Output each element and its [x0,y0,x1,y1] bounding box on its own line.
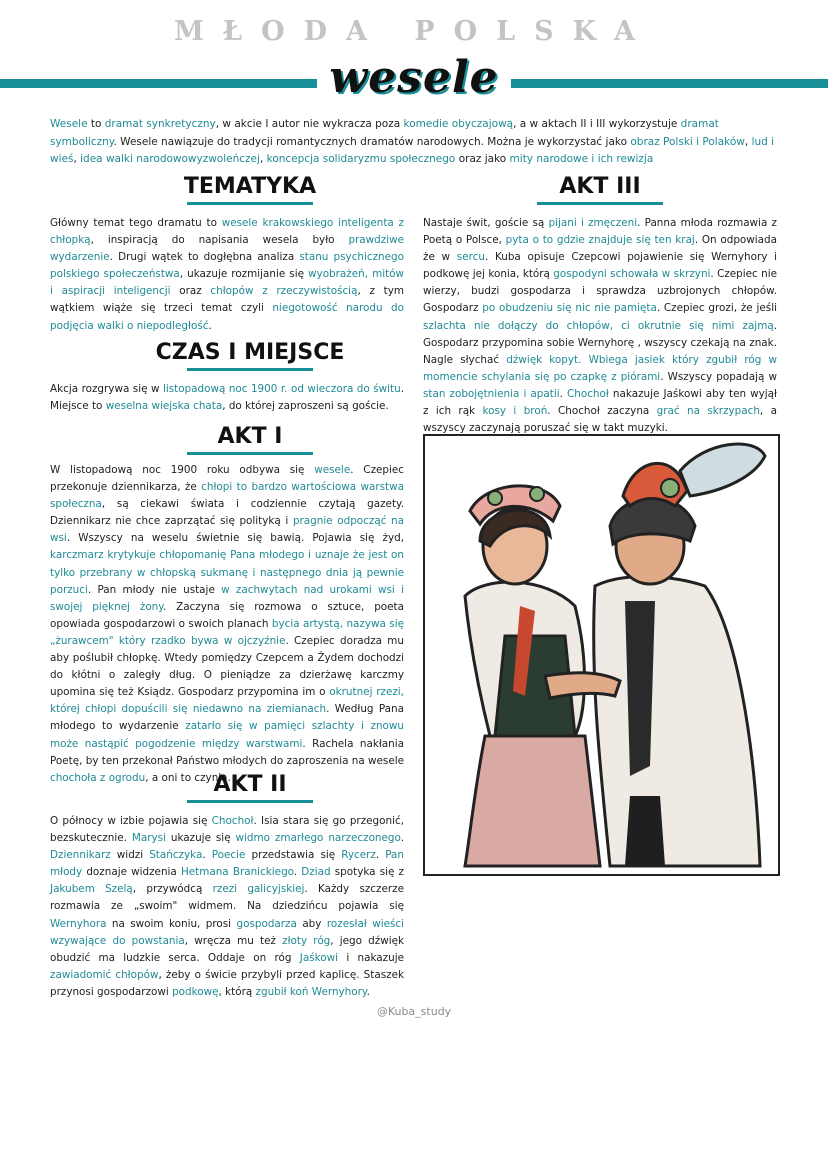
highlighted-term: Pan młody [50,849,405,879]
text-run: , [259,153,267,165]
text-run: . Według Pana młodego to wydarzenie [50,703,404,733]
text-run: widzi [110,849,150,862]
text-run: oraz jako [455,153,510,165]
text-run: , przywódcą [132,883,213,896]
highlighted-term: lud i wieś [50,135,775,165]
text-run: , są ciekawi świata i codziennie czytają gazety. Dziennikarz nie chce zaprzątać się polityką i [50,498,404,528]
text-run: . [559,387,568,400]
header-subject: MŁODA POLSKA [174,16,654,47]
akt-1-paragraph [50,462,404,787]
highlighted-term: Marysi [131,832,166,845]
text-run: na swoim koniu, prosi [106,917,237,930]
heading-akt-1 [150,424,350,455]
text-run: . Wszyscy popadają w [660,370,777,383]
highlighted-term: po obudzeniu się nic nie pamięta [482,302,657,315]
akt-3-paragraph [423,215,777,437]
page-title-text: wesele [317,52,510,103]
highlighted-term: idea walki narodowowyzwoleńczej [80,153,260,165]
highlighted-term: mity narodowe i ich rewizja [509,153,654,165]
text-run: , a w aktach II i III wykorzystuje [513,118,681,130]
text-run: , z tym wątkiem wiąże się trzeci temat czyli [50,285,404,315]
text-run: . [208,319,212,332]
highlighted-term: obraz Polski i Polaków [630,135,745,148]
highlighted-term: gospodarza [236,917,297,930]
highlighted-term: Wesele [50,118,88,130]
heading-underline [187,452,313,455]
text-run: . Kuba opisuje Czepcowi pojawienie się Wernyhory i podkowę jej konia, którą [423,251,778,281]
text-run: Nastaje świt, goście są [423,217,549,229]
highlighted-term: zgubił koń Wernyhory [255,985,367,998]
highlighted-term: złoty róg [282,934,331,947]
intro-paragraph [50,116,780,169]
heading-underline [187,800,313,803]
text-run: , a oni to czynią. [145,771,231,784]
text-run: . [366,985,370,998]
heading-akt-2 [150,772,350,803]
highlighted-term: Stańczyka [149,849,203,862]
highlighted-term: wesele krakowskiego inteligenta z chłopką [50,217,405,247]
highlighted-term: zawiadomić chłopów [50,968,159,981]
highlighted-term: wyobrażeń, mitów i aspiracji inteligencji [50,268,405,298]
text-run: W listopadową noc 1900 roku odbywa się [50,464,315,476]
czas-paragraph [50,381,404,415]
highlighted-term: dramat symboliczny [50,118,719,148]
text-run: , żeby o świcie przybyli przed kaplicę. Staszek przynosi gospodarzowi [50,968,404,998]
highlighted-term: pragnie odpocząć na wsi [50,515,404,545]
text-run: . Gospodarz przypomina sobie Wernyhorę , wszyscy czekają na znak. Nagle słychać [423,319,777,366]
highlighted-term: gospodyni schowała w skrzyni [553,268,711,281]
text-run: . Isia stara się go przegonić, bezskutecznie. [50,815,404,845]
couple-illustration-svg [425,436,778,874]
highlighted-term: Chochoł [567,387,609,400]
text-run: . On odpowiada że w [423,234,778,264]
text-run: przedstawia się [245,849,342,862]
text-run: , a wszyscy zaczynają poruszać się w takt muzyki. [423,405,777,435]
text-run: nakazuje Jaśkowi aby ten wyjął z ich rąk [423,387,778,418]
highlighted-term: stan zobojętnienia i apatii [423,387,560,400]
highlighted-term: prawdziwe wydarzenie [50,234,404,264]
highlighted-term: chłopów z rzeczywistością [210,285,358,298]
highlighted-term: sercu [456,251,485,264]
text-run: ukazuje się [165,832,236,845]
highlighted-term: okrutnej rzezi, której chłopi dopuścili się niedawno na ziemianach [50,686,404,716]
highlighted-term: dźwięk kopyt. Wbiega jasiek który zgubił róg w momencie schylania się po czapkę z piórami [423,353,777,383]
text-run: oraz [170,285,211,298]
highlighted-term: stanu psychicznego polskiego społeczeństwa [50,251,404,281]
highlighted-term: Poecie [211,849,246,862]
text-run: , [744,135,752,148]
text-run: . Czepiec przekonuje dziennikarza, że [50,464,404,494]
highlighted-term: pijani i zmęczeni [548,217,638,229]
highlighted-term: dramat synkretyczny [104,118,216,130]
highlighted-term: Jakubem Szelą [50,883,133,896]
highlighted-term: widmo zmarłego narzeczonego [235,832,401,845]
text-run: . Drugi wątek to dogłębna analiza [109,251,300,264]
highlighted-term: Dziad [301,866,331,879]
man-hat-flowers [661,479,679,497]
text-run: . Pan młody nie ustaje [87,583,222,596]
text-run: aby [296,917,327,930]
text-run: . Chochoł zaczyna [547,405,657,418]
highlighted-term: grać na skrzypach [656,405,760,418]
heading-underline [537,202,663,205]
heading-tematyka-text: TEMATYKA [183,174,317,199]
text-run: . Wesele nawiązuje do tradycji romantycznych dramatów narodowych. Można je wykorzystać jako [113,135,631,148]
man-trousers [625,796,665,866]
footer-credit: @Kuba_study [376,1005,452,1018]
text-run: , ukazuje rozmijanie się [179,268,309,281]
highlighted-term: podkowę [172,985,219,998]
text-run: . Rachela nakłania Poetę, by ten przekonał Państwo młodych do zaproszenia na wesele [50,737,404,767]
text-run: . [400,832,404,845]
page-title [0,52,828,103]
text-run: . Czepiec grozi, że jeśli [656,302,777,315]
text-run: . Panna młoda rozmawia z Poetą o Polsce, [423,217,777,247]
highlighted-term: zatarło się w pamięci szlachty i znowu może nastąpić pogodzenie między warstwami [50,720,404,750]
man-coat [594,577,760,866]
text-run: . [202,849,212,862]
text-run: . [293,866,302,879]
heading-akt-2-text: AKT II [213,772,287,797]
highlighted-term: Wernyhora [50,917,107,930]
highlighted-term: Dziennikarz [50,849,111,862]
heading-czas-i-miejsce [110,340,390,371]
woman-skirt [465,736,600,866]
text-run: , jego dźwięk obudzić ma ludzkie serca. Oddaje on róg [50,934,404,964]
text-run: , [73,153,81,165]
akt-2-paragraph [50,813,404,1001]
heading-tematyka [150,174,350,205]
heading-underline [187,368,313,371]
highlighted-term: szlachta nie dołączy do chłopów, ci okrutnie się nimi zajmą [423,319,774,332]
highlighted-term: Chochoł [211,815,254,827]
highlighted-term: karczmarz krytykuje chłopomanię Pana młodego i uznaje że jest on tylko przebrany w chłopską sukmanę i następnego dnia ją pewnie porzuci [50,549,404,596]
highlighted-term: chochoła z ogrodu [50,771,146,784]
text-run: Główny temat tego dramatu to [50,217,222,229]
text-run: . Wszyscy na weselu świetnie się bawią. Pojawia się żyd, [66,532,404,545]
man-feather [680,444,765,496]
couple-arms [545,673,620,698]
woman-wreath-leaf [530,487,544,501]
highlighted-term: listopadową noc 1900 r. od wieczora do świtu [162,383,401,395]
highlighted-term: bycia artystą, nazywa się „żurawcem" który rzadko bywa w ojczyźnie [50,617,405,647]
highlighted-term: kosy i broń [482,405,548,418]
text-run: , którą [218,985,256,998]
heading-akt-3 [500,174,700,205]
highlighted-term: w zachwytach nad urokami wsi i swojej pięknej żony [50,583,404,613]
highlighted-term: Rycerz [341,849,376,862]
highlighted-term: Hetmana Branickiego [180,866,294,879]
highlighted-term: niegotowość narodu do podjęcia walki o niepodległość [50,302,404,332]
highlighted-term: chłopi to bardzo wartościowa warstwa społeczna [50,481,404,511]
heading-akt-3-text: AKT III [559,174,641,199]
text-run: . [375,849,386,862]
heading-underline [187,202,313,205]
highlighted-term: weselna wiejska chata [105,400,223,413]
text-run: , do której zaproszeni są goście. [222,400,389,413]
text-run: O północy w izbie pojawia się [50,815,212,827]
text-run: , wręcza mu też [184,934,283,947]
text-run: . Zaczyna się rozmowa o sztuce, poeta opowiada gospodarzowi o swoich planach [50,600,404,630]
woman-wreath-leaf [488,491,502,505]
highlighted-term: Jaśkowi [299,951,339,964]
text-run: i nakazuje [338,951,404,964]
text-run: , inspiracją do napisania wesela było [90,234,349,247]
text-run: . Czepiec nie wierzy, budzi gospodarza i sprawdza uzbrojonych chłopów. Gospodarz [423,268,777,315]
heading-akt-1-text: AKT I [217,424,283,449]
heading-czas-text: CZAS I MIEJSCE [155,340,345,365]
text-run: to [87,118,105,130]
text-run: Akcja rozgrywa się w [50,383,163,395]
highlighted-term: rzezi galicyjskiej [212,883,305,896]
highlighted-term: wesele [314,464,351,476]
highlighted-term: pyta o to gdzie znajduje się ten kraj [505,234,695,247]
text-run: . Każdy szczerze rozmawia ze „swoim" widmem. Na dziedzińcu pojawia się [50,883,404,913]
text-run: spotyka się z [330,866,404,879]
text-run: . Miejsce to [50,383,405,413]
text-run: , w akcie I autor nie wykracza poza [215,118,404,130]
highlighted-term: rozesłał wieści wzywające do powstania [50,917,405,947]
tematyka-paragraph [50,215,404,335]
highlighted-term: koncepcja solidaryzmu społecznego [266,153,456,165]
couple-dancing-illustration [423,434,780,876]
highlighted-term: komedie obyczajową [403,118,514,130]
text-run: doznaje widzenia [82,866,181,879]
text-run: . Czepiec doradza mu aby poślubił chłopkę. Wtedy pomiędzy Czepcem a Żydem dochodzi do kłótni o zaległy dług. O pieniądze za dzierżawę karczmy upomina się też Ksiądz. Gospodarz przypomina im o [50,634,404,699]
